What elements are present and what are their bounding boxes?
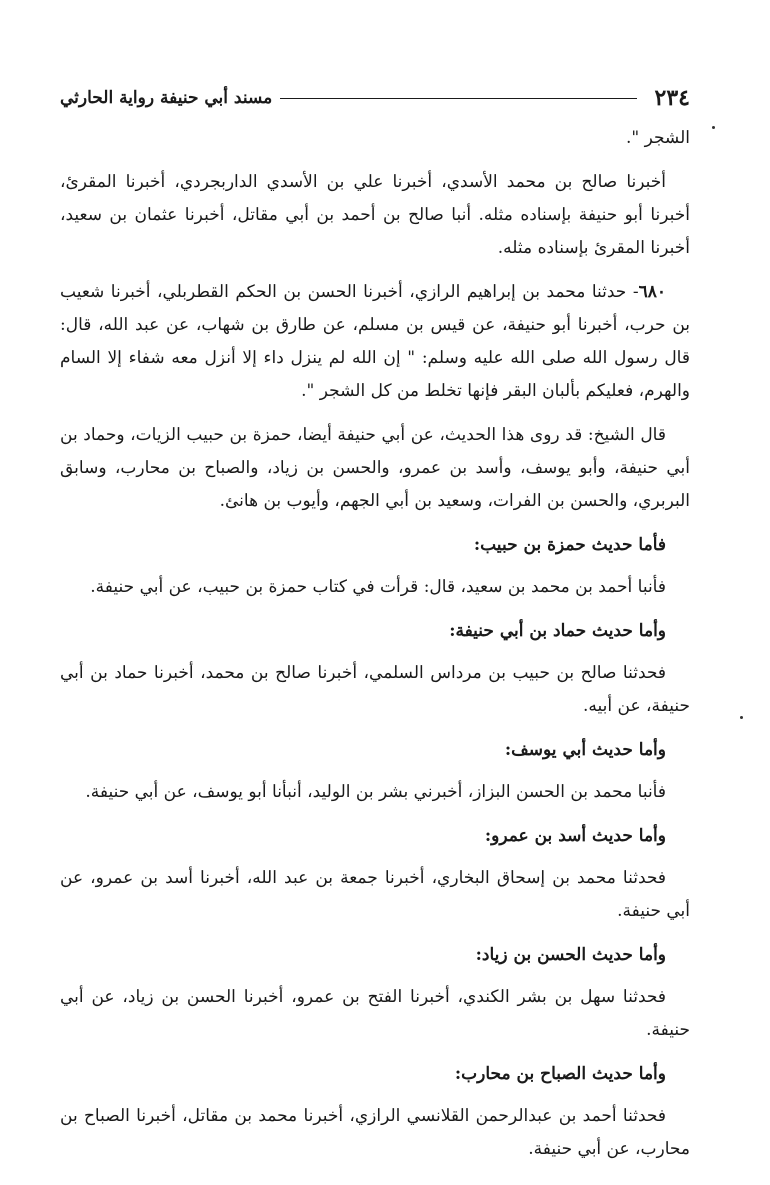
paragraph-sheikh-remark: قال الشيخ: قد روى هذا الحديث، عن أبي حنيفة أيضا، حمزة بن حبيب الزيات، وحماد بن أبي حنيفة، وأبو يوسف، وأسد بن عمرو، والحسن بن زياد، والصباح بن محارب، وسابق البربري، والحسن بن الفرات، وسعيد بن أبي الجهم، وأيوب بن هانئ. bbox=[60, 425, 690, 511]
paragraph-isnad-1: أخبرنا صالح بن محمد الأسدي، أخبرنا علي بن الأسدي الداربجردي، أخبرنا المقرئ، أخبرنا أبو حنيفة بإسناده مثله. أنبا صالح بن أحمد بن أبي مقاتل، أخبرنا عثمان بن سعيد، أخبرنا المقرئ بإسناده مثله. bbox=[60, 172, 690, 258]
paragraph-sabbah: فحدثنا أحمد بن عبدالرحمن القلانسي الرازي، أخبرنا محمد بن مقاتل، أخبرنا الصباح بن محارب، عن أبي حنيفة. bbox=[60, 1106, 690, 1159]
paragraph-hammad: فحدثنا صالح بن حبيب بن مرداس السلمي، أخبرنا صالح بن محمد، أخبرنا حماد بن أبي حنيفة، عن أبيه. bbox=[60, 663, 690, 716]
page-number: ٢٣٤ bbox=[654, 85, 690, 111]
subheading-asad: وأما حديث أسد بن عمرو: bbox=[484, 826, 666, 846]
paragraph-hasan: فحدثنا سهل بن بشر الكندي، أخبرنا الفتح بن عمرو، أخبرنا الحسن بن زياد، عن أبي حنيفة. bbox=[60, 987, 690, 1040]
paragraph-hadith-680 bbox=[60, 276, 690, 408]
page bbox=[60, 80, 690, 1177]
paragraph-hamza: فأنبا أحمد بن محمد بن سعيد، قال: قرأت في كتاب حمزة بن حبيب، عن أبي حنيفة. bbox=[90, 577, 666, 597]
paragraph-abu-yusuf: فأنبا محمد بن الحسن البزاز، أخبرني بشر بن الوليد، أنبأنا أبو يوسف، عن أبي حنيفة. bbox=[85, 782, 666, 802]
hadith-number: ٦٨٠ bbox=[638, 282, 666, 302]
page-header bbox=[60, 80, 690, 116]
subheading-abu-yusuf: وأما حديث أبي يوسف: bbox=[504, 740, 666, 760]
page-speck-middle bbox=[740, 716, 743, 719]
book-title: مسند أبي حنيفة رواية الحارثي bbox=[60, 88, 273, 108]
subheading-hasan: وأما حديث الحسن بن زياد: bbox=[475, 945, 666, 965]
header-rule bbox=[280, 98, 636, 99]
paragraph-continuation: الشجر ". bbox=[625, 128, 690, 148]
subheading-sabbah: وأما حديث الصباح بن محارب: bbox=[454, 1064, 666, 1084]
subheading-hammad: وأما حديث حماد بن أبي حنيفة: bbox=[449, 621, 666, 641]
subheading-hamza: فأما حديث حمزة بن حبيب: bbox=[473, 535, 666, 555]
hadith-text: - حدثنا محمد بن إبراهيم الرازي، أخبرنا الحسن بن الحكم القطربلي، أخبرنا شعيب بن حرب، أخبرنا أبو حنيفة، عن قيس بن مسلم، عن طارق بن شهاب، عن عبد الله، قال: قال رسول الله صلى الله عليه وسلم: " إن الله لم ينزل داء إلا أنزل معه شفاء إلا السام والهرم، فعليكم بألبان البقر فإنها تخلط من كل الشجر ". bbox=[60, 282, 690, 401]
page-speck-top bbox=[712, 126, 715, 129]
paragraph-asad: فحدثنا محمد بن إسحاق البخاري، أخبرنا جمعة بن عبد الله، أخبرنا أسد بن عمرو، عن أبي حنيفة. bbox=[60, 868, 690, 921]
